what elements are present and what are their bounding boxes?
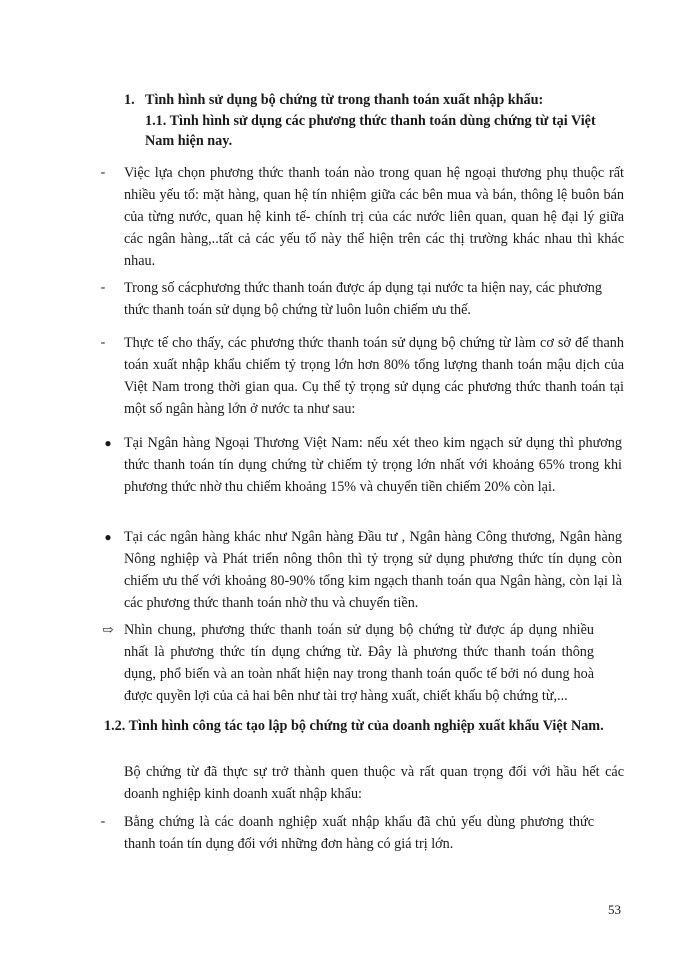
arrow-right-icon: ⇨: [102, 622, 114, 637]
dash-marker: -: [100, 814, 106, 829]
dash-marker: -: [100, 280, 106, 295]
paragraph-text: Bộ chứng từ đã thực sự trở thành quen thuộc và rất quan trọng đối với hầu hết các doanh nghiệp kinh doanh xuất nhập khẩu:: [124, 764, 624, 802]
page-number: 53: [608, 902, 621, 917]
section-1-1-heading: 1.1. Tình hình sử dụng các phương thức thanh toán dùng chứng từ tại Việt Nam hiện nay.: [145, 113, 596, 149]
section-1-2-intro: [124, 761, 624, 805]
list-item: [124, 332, 624, 420]
bullet-icon: ●: [104, 436, 112, 450]
list-item: [124, 277, 602, 321]
paragraph-text: Tại Ngân hàng Ngoại Thương Việt Nam: nếu xét theo kim ngạch sử dụng thì phương thức thanh toán tín dụng chứng từ chiếm tỷ trọng lớn nhất với khoảng 65% trong khi phương thức nhờ thu chiếm khoảng 15% và chuyển tiền chiếm 20% còn lại.: [124, 435, 622, 495]
paragraph-text: Trong số cácphương thức thanh toán được áp dụng tại nước ta hiện nay, các phương thức thanh toán sử dụng bộ chứng từ luôn luôn chiếm ưu thế.: [124, 280, 602, 318]
list-item: [124, 619, 594, 707]
paragraph-text: Thực tế cho thấy, các phương thức thanh toán sử dụng bộ chứng từ làm cơ sở để thanh toán xuất nhập khẩu chiếm tỷ trọng lớn hơn 80% tổng lượng thanh toán mậu dịch của Việt Nam trong thời gian qua. Cụ thể tỷ trọng sử dụng các phương thức thanh toán tại một số ngân hàng lớn ở nước ta như sau:: [124, 335, 624, 417]
paragraph-text: Nhìn chung, phương thức thanh toán sử dụng bộ chứng từ được áp dụng nhiều nhất là phương thức tín dụng chứng từ. Đây là phương thức thanh toán thông dụng, phổ biến và an toàn nhất hiện nay trong thanh toán quốc tế bởi nó dung hoà được quyền lợi của cả hai bên như tài trợ hàng xuất, chiết khấu bộ chứng từ,...: [124, 622, 594, 704]
bullet-icon: ●: [104, 530, 112, 544]
paragraph-text: Tại các ngân hàng khác như Ngân hàng Đầu tư , Ngân hàng Công thương, Ngân hàng Nông nghiệp và Phát triển nông thôn thì tỷ trọng sử dụng phương thức tín dụng còn chiếm ưu thế với khoảng 80-90% tổng kim ngạch thanh toán qua Ngân hàng, còn lại là các phương thức thanh toán nhờ thu và chuyển tiền.: [124, 529, 622, 611]
dash-marker: -: [100, 335, 106, 350]
list-item: [124, 526, 622, 614]
section-1-title: Tình hình sử dụng bộ chứng từ trong thanh toán xuất nhập khẩu:: [145, 92, 544, 108]
paragraph-text: Việc lựa chọn phương thức thanh toán nào trong quan hệ ngoại thương phụ thuộc rất nhiều yếu tố: mặt hàng, quan hệ tín nhiệm giữa các bên mua và bán, thông lệ buôn bán của từng nước, quan hệ kinh tế- chính trị của các nước liên quan, quan hệ đại lý giữa các ngân hàng,..tất cả các yếu tố này thể hiện trên các thị trường khác nhau thì khác nhau.: [124, 165, 624, 269]
list-item: [124, 162, 624, 272]
list-item: [124, 432, 622, 498]
section-1-number: 1.: [124, 92, 135, 108]
paragraph-text: Bằng chứng là các doanh nghiệp xuất nhập khẩu đã chủ yếu dùng phương thức thanh toán tín dụng đối với những đơn hàng có giá trị lớn.: [124, 814, 594, 852]
section-1-2-heading: 1.2. Tình hình công tác tạo lập bộ chứng từ của doanh nghiệp xuất khẩu Việt Nam.: [104, 718, 604, 734]
dash-marker: -: [100, 165, 106, 180]
list-item: [124, 811, 594, 855]
